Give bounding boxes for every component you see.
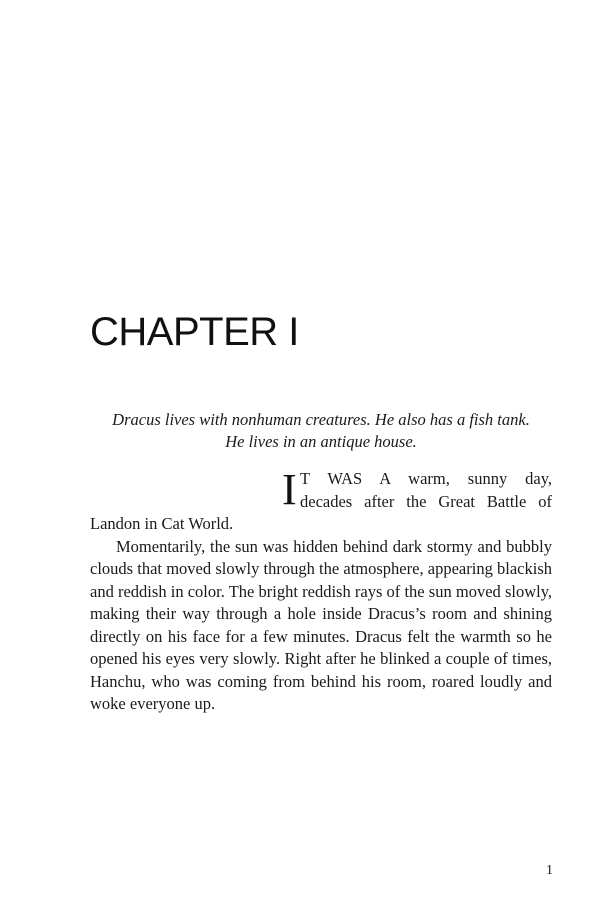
opening-paragraph — [90, 465, 552, 536]
opening-line-2: decades after the Great Battle of — [300, 491, 552, 511]
page-number: 1 — [546, 863, 553, 878]
opening-line-3: Landon in Cat World. — [90, 514, 234, 533]
opening-line-1: T WAS A warm, sunny day, — [300, 469, 552, 488]
chapter-title: CHAPTER I — [90, 310, 299, 354]
body-paragraph-2: Momentarily, the sun was hidden behind dark stormy and bubbly clouds that moved slowly through the atmosphere, appearing blackish and reddish in color. The bright reddish rays of the sun moved slowly, making their way through a hole inside Dracus’s room and shining directly on his face for a few minutes. Dracus felt the warmth so he opened his eyes very slowly. Right after he blinked a couple of times, Hanchu, who was coming from behind his room, roared loudly and woke everyone up. — [90, 536, 552, 713]
epigraph-line-2: He lives in an antique house. — [225, 432, 417, 451]
drop-cap: I — [282, 465, 297, 514]
opening-block — [282, 465, 552, 514]
chapter-epigraph — [90, 409, 552, 453]
chapter-body — [90, 465, 552, 716]
epigraph-line-1: Dracus lives with nonhuman creatures. He also has a fish tank. — [112, 410, 530, 429]
